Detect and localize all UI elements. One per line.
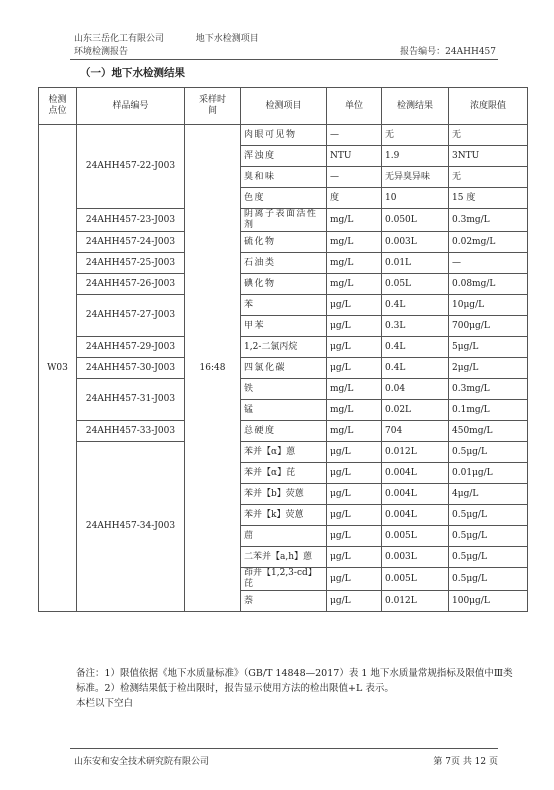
item-cell: 四氯化碳 <box>241 358 327 379</box>
result-cell: 0.05L <box>382 274 449 295</box>
item-cell: 二苯并【a,h】蒽 <box>241 547 327 568</box>
limit-cell: 0.1mg/L <box>449 400 528 421</box>
col-header-time: 采样时间 <box>185 88 241 125</box>
item-cell: 阴离子表面活性剂 <box>241 209 327 232</box>
item-cell: 肉眼可见物 <box>241 125 327 146</box>
unit-cell: mg/L <box>327 400 382 421</box>
limit-cell: 0.5μg/L <box>449 547 528 568</box>
limit-cell: 5μg/L <box>449 337 528 358</box>
result-cell: 1.9 <box>382 146 449 167</box>
point-cell: W03 <box>39 125 77 612</box>
limit-cell: 0.5μg/L <box>449 442 528 463</box>
item-cell: 锰 <box>241 400 327 421</box>
section-title: （一）地下水检测结果 <box>80 67 185 79</box>
limit-cell: 2μg/L <box>449 358 528 379</box>
table-row <box>39 379 528 400</box>
unit-cell: μg/L <box>327 568 382 591</box>
item-cell: 色度 <box>241 188 327 209</box>
limit-cell: 0.5μg/L <box>449 568 528 591</box>
sample-cell: 24AHH457-30-J003 <box>77 358 185 379</box>
footer-organization: 山东安和安全技术研究院有限公司 <box>74 757 210 767</box>
sample-cell: 24AHH457-26-J003 <box>77 274 185 295</box>
limit-cell: 0.02mg/L <box>449 232 528 253</box>
unit-cell: mg/L <box>327 209 382 232</box>
limit-cell: 450mg/L <box>449 421 528 442</box>
unit-cell: μg/L <box>327 463 382 484</box>
limit-cell: 100μg/L <box>449 591 528 612</box>
item-cell: 石油类 <box>241 253 327 274</box>
unit-cell: μg/L <box>327 358 382 379</box>
report-number: 报告编号：24AHH457 <box>400 47 496 57</box>
time-cell: 16:48 <box>185 125 241 612</box>
result-cell: 0.4L <box>382 295 449 316</box>
sample-cell: 24AHH457-31-J003 <box>77 379 185 421</box>
item-cell: 萘 <box>241 591 327 612</box>
unit-cell: mg/L <box>327 253 382 274</box>
sample-cell: 24AHH457-34-J003 <box>77 442 185 612</box>
unit-cell: μg/L <box>327 337 382 358</box>
result-cell: 0.012L <box>382 591 449 612</box>
unit-cell: mg/L <box>327 232 382 253</box>
page-number: 第 7页 共 12 页 <box>433 757 498 767</box>
item-cell: 硫化物 <box>241 232 327 253</box>
item-cell: 苯并【k】荧蒽 <box>241 505 327 526</box>
sample-cell: 24AHH457-23-J003 <box>77 209 185 232</box>
sample-cell: 24AHH457-25-J003 <box>77 253 185 274</box>
result-cell: 0.4L <box>382 337 449 358</box>
unit-cell: — <box>327 125 382 146</box>
table-row <box>39 337 528 358</box>
unit-cell: mg/L <box>327 379 382 400</box>
item-cell: 䓛 <box>241 526 327 547</box>
unit-cell: NTU <box>327 146 382 167</box>
unit-cell: μg/L <box>327 505 382 526</box>
item-cell: 浑浊度 <box>241 146 327 167</box>
sample-cell: 24AHH457-27-J003 <box>77 295 185 337</box>
result-cell: 0.04 <box>382 379 449 400</box>
notes <box>76 666 516 711</box>
item-cell: 茚并【1,2,3-cd】芘 <box>241 568 327 591</box>
col-header-item: 检测项目 <box>241 88 327 125</box>
result-cell: 0.3L <box>382 316 449 337</box>
col-header-point: 检测点位 <box>39 88 77 125</box>
result-cell: 无异臭异味 <box>382 167 449 188</box>
item-cell: 甲苯 <box>241 316 327 337</box>
unit-cell: μg/L <box>327 295 382 316</box>
item-cell: 苯并【b】荧蒽 <box>241 484 327 505</box>
limit-cell: 15 度 <box>449 188 528 209</box>
unit-cell: mg/L <box>327 274 382 295</box>
col-header-unit: 单位 <box>327 88 382 125</box>
table-row <box>39 295 528 316</box>
header-divider <box>70 59 498 60</box>
company-name: 山东三岳化工有限公司 <box>74 34 165 44</box>
table-row <box>39 421 528 442</box>
table-header-row <box>39 88 528 125</box>
result-cell: 0.003L <box>382 232 449 253</box>
result-cell: 10 <box>382 188 449 209</box>
project-name: 地下水检测项目 <box>195 34 259 44</box>
result-cell: 0.003L <box>382 547 449 568</box>
limit-cell: 无 <box>449 167 528 188</box>
sample-cell: 24AHH457-33-J003 <box>77 421 185 442</box>
results-table <box>38 87 528 612</box>
item-cell: 苯并【α】蒽 <box>241 442 327 463</box>
table-row <box>39 209 528 232</box>
table-row <box>39 125 528 146</box>
table-row <box>39 358 528 379</box>
result-cell: 0.01L <box>382 253 449 274</box>
limit-cell: — <box>449 253 528 274</box>
limit-cell: 0.5μg/L <box>449 505 528 526</box>
unit-cell: μg/L <box>327 442 382 463</box>
limit-cell: 0.5μg/L <box>449 526 528 547</box>
col-header-result: 检测结果 <box>382 88 449 125</box>
sample-cell: 24AHH457-22-J003 <box>77 125 185 209</box>
result-cell: 0.4L <box>382 358 449 379</box>
sample-cell: 24AHH457-24-J003 <box>77 232 185 253</box>
table-row <box>39 253 528 274</box>
table-row <box>39 442 528 463</box>
unit-cell: μg/L <box>327 484 382 505</box>
unit-cell: μg/L <box>327 591 382 612</box>
header-line-1 <box>74 33 494 45</box>
result-cell: 704 <box>382 421 449 442</box>
limit-cell: 0.3mg/L <box>449 209 528 232</box>
limit-cell: 10μg/L <box>449 295 528 316</box>
limit-cell: 3NTU <box>449 146 528 167</box>
col-header-sample: 样品编号 <box>77 88 185 125</box>
result-cell: 0.050L <box>382 209 449 232</box>
unit-cell: mg/L <box>327 421 382 442</box>
item-cell: 1,2-二氯丙烷 <box>241 337 327 358</box>
result-cell: 0.004L <box>382 505 449 526</box>
table-row <box>39 232 528 253</box>
note-text: 备注：1）限值依据《地下水质量标准》（GB/T 14848—2017）表 1 地下水质量常规指标及限值中Ⅲ类标准。2）检测结果低于检出限时，报告显示使用方法的检出限值+L 表示。 <box>76 668 513 694</box>
limit-cell: 无 <box>449 125 528 146</box>
limit-cell: 0.3mg/L <box>449 379 528 400</box>
table-row <box>39 274 528 295</box>
item-cell: 铁 <box>241 379 327 400</box>
limit-cell: 4μg/L <box>449 484 528 505</box>
limit-cell: 0.01μg/L <box>449 463 528 484</box>
result-cell: 无 <box>382 125 449 146</box>
col-header-limit: 浓度限值 <box>449 88 528 125</box>
item-cell: 碘化物 <box>241 274 327 295</box>
item-cell: 总硬度 <box>241 421 327 442</box>
result-cell: 0.02L <box>382 400 449 421</box>
unit-cell: μg/L <box>327 316 382 337</box>
result-cell: 0.004L <box>382 463 449 484</box>
report-type: 环境检测报告 <box>74 47 129 57</box>
result-cell: 0.004L <box>382 484 449 505</box>
unit-cell: μg/L <box>327 526 382 547</box>
unit-cell: — <box>327 167 382 188</box>
unit-cell: 度 <box>327 188 382 209</box>
limit-cell: 700μg/L <box>449 316 528 337</box>
result-cell: 0.005L <box>382 568 449 591</box>
item-cell: 苯 <box>241 295 327 316</box>
blank-below-note: 本栏以下空白 <box>76 698 134 709</box>
sample-cell: 24AHH457-29-J003 <box>77 337 185 358</box>
item-cell: 苯并【α】芘 <box>241 463 327 484</box>
item-cell: 臭和味 <box>241 167 327 188</box>
result-cell: 0.005L <box>382 526 449 547</box>
limit-cell: 0.08mg/L <box>449 274 528 295</box>
unit-cell: μg/L <box>327 547 382 568</box>
footer-divider <box>70 748 498 749</box>
result-cell: 0.012L <box>382 442 449 463</box>
